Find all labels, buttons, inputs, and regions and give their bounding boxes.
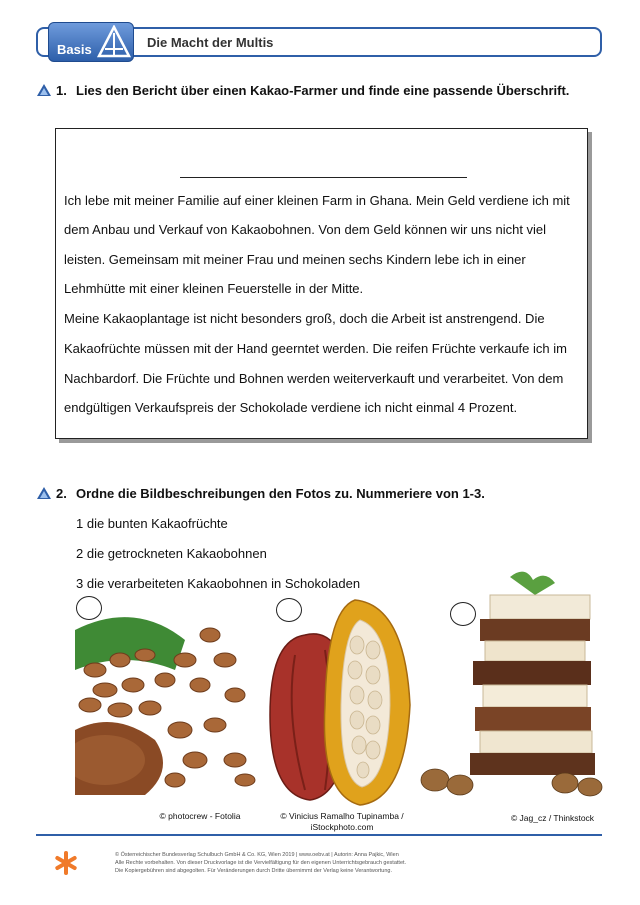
task1-instruction: Lies den Bericht über einen Kakao-Farmer und finde eine passende Überschrift. [76,83,570,98]
footer-copyright: © Österreichischer Bundesverlag Schulbuch GmbH & Co. KG, Wien 2019 | www.oebv.at | Autorin: Anna Pajkic, Wien [115,852,399,858]
answer-circle-photo1[interactable] [76,596,102,620]
story-line: Nachbardorf. Die Früchte und Bohnen werden weiterverkauft und verarbeitet. Von dem [64,371,564,386]
list-item: 3 die verarbeiteten Kakaobohnen in Schokoladen [76,576,361,591]
photo-cocoa-beans [75,600,265,800]
story-line: Ich lebe mit meiner Familie auf einer kleinen Farm in Ghana. Mein Geld verdiene ich mit [64,193,570,208]
photo-credit: iStockphoto.com [310,822,374,832]
task-triangle-icon [37,487,51,499]
photo-credit: © Vinicius Ramalho Tupinamba / [280,811,404,821]
task1-number: 1. [56,83,67,98]
publisher-star-logo-icon [54,851,78,875]
story-line: dem Anbau und Verkauf von Kakaobohnen. Von dem Geld können wir uns nicht viel [64,222,547,237]
footer-divider [36,834,602,836]
photo-credit: © Jag_cz / Thinkstock [510,813,595,823]
level-badge [48,22,134,62]
photo-cocoa-pods [265,595,415,810]
page-title: Die Macht der Multis [147,35,274,50]
task2-number: 2. [56,486,67,501]
answer-circle-photo2[interactable] [276,598,302,622]
triangle-logo-icon [97,25,131,59]
task2-instruction: Ordne die Bildbeschreibungen den Fotos zu. Nummeriere von 1-3. [76,486,485,501]
photo-credit: © photocrew - Fotolia [159,811,241,821]
story-line: leisten. Gemeinsam mit meiner Frau und meinen sechs Kindern lebe ich in einer [64,252,526,267]
story-line: Lehmhütte mit einer kleinen Feuerstelle in der Mitte. [64,281,364,296]
badge-label: Basis [57,42,92,57]
footer-rights: Alle Rechte vorbehalten. Von dieser Druckvorlage ist die Vervielfältigung für den eigenen Unterrichtsgebrauch gestattet. [115,860,407,866]
list-item: 1 die bunten Kakaofrüchte [76,516,228,531]
story-line: Meine Kakaoplantage ist nicht besonders groß, doch die Arbeit ist anstrengend. Die [64,311,545,326]
task-triangle-icon [37,84,51,96]
heading-answer-line[interactable] [180,177,467,178]
answer-circle-photo3[interactable] [450,602,476,626]
photo-chocolate-stack [415,565,610,800]
story-line: endgültigen Verkaufspreis der Schokolade verdiene ich nicht einmal 4 Prozent. [64,400,518,415]
footer-disclaimer: Die Kopiergebühren sind abgegolten. Für Veränderungen durch Dritte übernimmt der Verlag keine Verantwortung. [115,868,393,874]
list-item: 2 die getrockneten Kakaobohnen [76,546,267,561]
story-line: Kakaofrüchte müssen mit der Hand geerntet werden. Die reifen Früchte verkaufe ich im [64,341,567,356]
